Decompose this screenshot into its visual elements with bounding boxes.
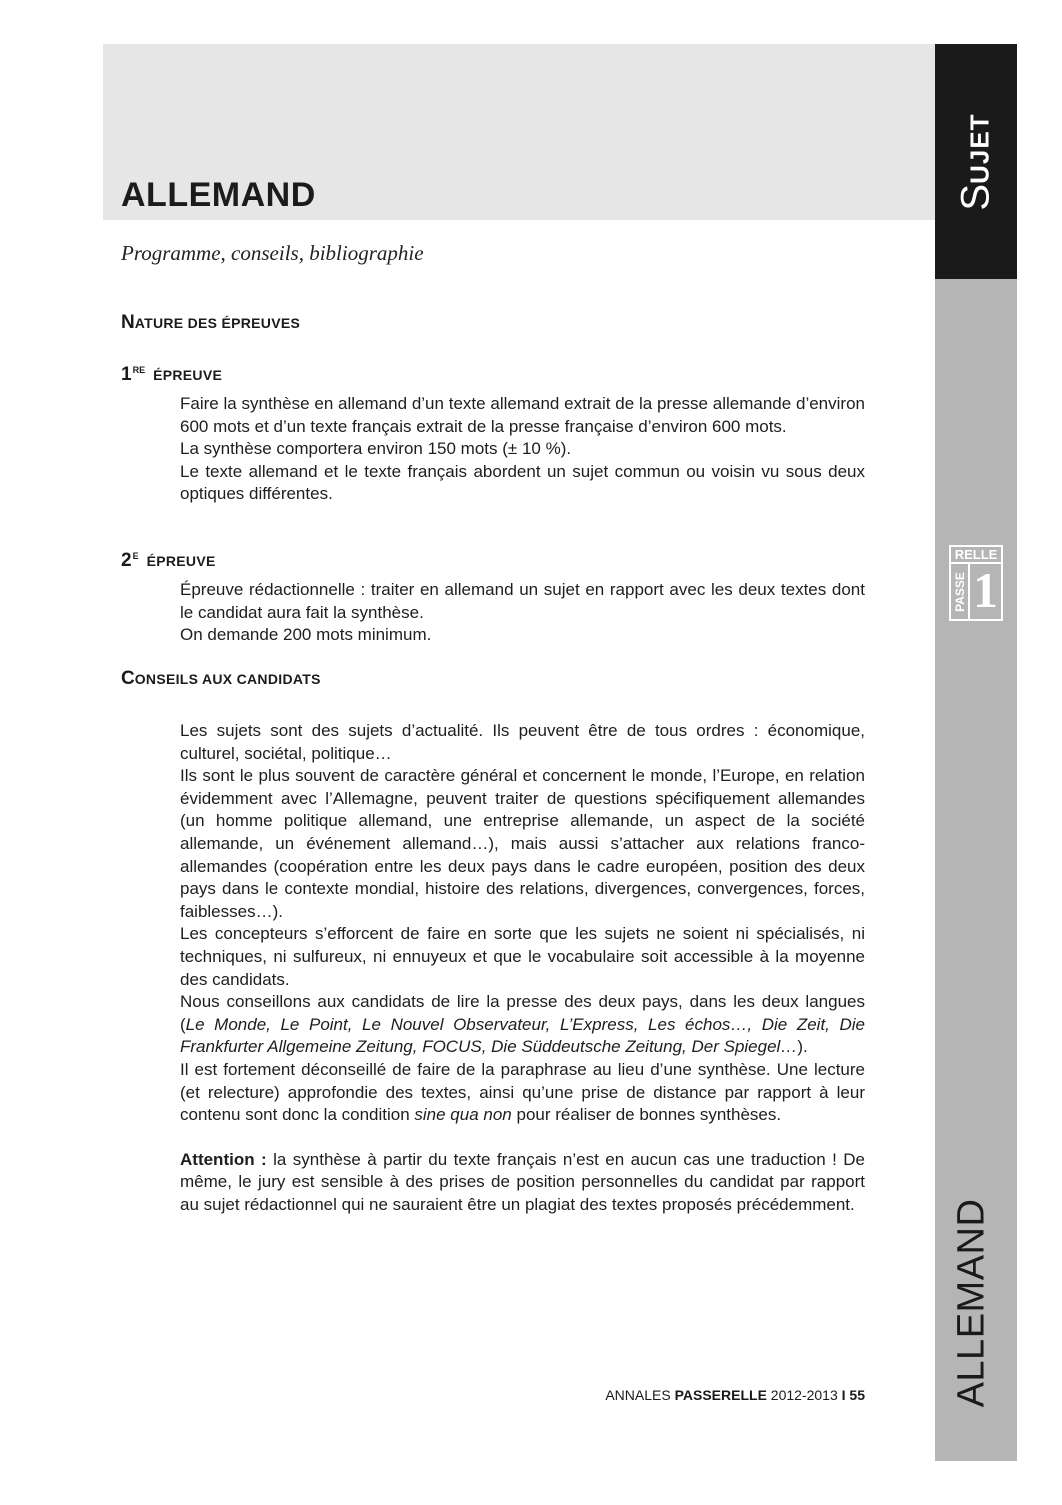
passerelle-logo <box>949 545 1003 621</box>
attention-label: Attention : <box>180 1149 267 1169</box>
epreuve-1-paragraph: Faire la synthèse en allemand d’un texte allemand extrait de la presse allemande d’environ 600 mots et d’un texte français extrait de la presse française d’environ 600 mots. <box>180 394 865 436</box>
sujet-initial: S <box>953 183 998 211</box>
logo-side-text: PASSE <box>952 571 967 612</box>
attention-paragraph <box>180 1149 865 1217</box>
epreuve-2-text <box>180 579 865 647</box>
epreuve-2-paragraph: On demande 200 mots minimum. <box>180 625 432 645</box>
footer-years: 2012-2013 <box>770 1387 838 1403</box>
heading-conseils-rest: ONSEILS AUX CANDIDATS <box>134 671 321 687</box>
press-titles: Le Monde, Le Point, Le Nouvel Observateur, L’Express, Les échos…, Die Zeit, Die Frankfurter Allgemeine Zeitung, FOCUS, Die Süddeutsche Zeitung, Der Spiegel… <box>180 1014 865 1057</box>
conseils-paragraph-press <box>180 991 865 1059</box>
epreuve-2-sup: E <box>132 551 139 561</box>
epreuve-1-number: 1 <box>121 364 132 385</box>
page-number: 55 <box>849 1387 865 1403</box>
epreuve-2-number: 2 <box>121 550 132 571</box>
page-footer <box>605 1387 865 1403</box>
sujet-rest: UJET <box>964 113 995 184</box>
attention-text: la synthèse à partir du texte français n’est en aucun cas une traduction ! De même, le jury est sensible à des prises de position personnelles du candidat par rapport au sujet rédactionnel qui ne sauraient être un plagiat des textes proposés précédemment. <box>180 1149 865 1214</box>
epreuve-1-sup: RE <box>132 365 146 375</box>
heading-epreuve-2 <box>121 550 216 572</box>
footer-annales: ANNALES <box>605 1387 671 1403</box>
conseils-paragraph: Ils sont le plus souvent de caractère général et concernent le monde, l’Europe, en relation évidemment avec l’Allemagne, peuvent traiter de questions spécifiquement allemandes (un homme politique allemand, une entreprise allemande, un aspect de la société allemande, un événement allemand…), mais aussi s’attacher aux relations franco-allemandes (coopération entre les deux pays dans le cadre européen, position des deux pays dans le contexte mondial, histoire des relations, divergences, convergences, forces, faiblesses…). <box>180 766 865 921</box>
epreuve-2-label: ÉPREUVE <box>146 553 216 569</box>
sine-qua-non: sine qua non <box>414 1105 512 1125</box>
press-text-start: Nous conseillons aux candidats de lire la presse des deux pays, dans les deux langues ( <box>180 992 865 1034</box>
sujet-label <box>954 113 999 210</box>
conseils-paragraph: Les concepteurs s’efforcent de faire en sorte que les sujets ne soient ni spécialisés, ni techniques, ni sulfureux, ni ennuyeux et que le vocabulaire soit accessible à la moyenne des candidats. <box>180 924 865 989</box>
logo-number: 1 <box>973 562 998 618</box>
press-text-end: ). <box>797 1037 808 1057</box>
heading-conseils <box>121 668 321 690</box>
paragraph-gap <box>180 1127 865 1149</box>
sidebar-subject-label: ALLEMAND <box>950 1198 993 1408</box>
footer-passerelle: PASSERELLE <box>674 1387 767 1403</box>
heading-nature-initial: N <box>121 312 135 333</box>
conseils-text <box>180 720 865 1216</box>
conseils-paragraph: Les sujets sont des sujets d’actualité. Ils peuvent être de tous ordres : économique, culturel, sociétal, politique… <box>180 721 865 763</box>
epreuve-2-paragraph: Épreuve rédactionnelle : traiter en allemand un sujet en rapport avec les deux textes dont le candidat aura fait la synthèse. <box>180 580 865 622</box>
epreuve-1-paragraph: Le texte allemand et le texte français abordent un sujet commun ou voisin vu sous deux optiques différentes. <box>180 461 865 504</box>
heading-nature <box>121 312 300 334</box>
heading-nature-rest: ATURE DES ÉPREUVES <box>134 315 301 331</box>
epreuve-1-text <box>180 393 865 506</box>
heading-conseils-initial: C <box>121 668 135 689</box>
paraphrase-text-end: pour réaliser de bonnes synthèses. <box>511 1105 782 1125</box>
epreuve-1-paragraph: La synthèse comportera environ 150 mots (± 10 %). <box>180 439 572 459</box>
page-subtitle: Programme, conseils, bibliographie <box>121 241 424 265</box>
footer-separator: I <box>841 1387 846 1403</box>
paraphrase-text-start: Il est fortement déconseillé de faire de la paraphrase au lieu d’une synthèse. Une lecture (et relecture) approfondie des textes, ainsi qu’une prise de distance par rapport à leur contenu sont donc la condition <box>180 1059 865 1125</box>
heading-epreuve-1 <box>121 364 222 386</box>
conseils-paragraph-paraphrase <box>180 1059 865 1127</box>
epreuve-1-label: ÉPREUVE <box>153 367 223 383</box>
logo-side-box <box>951 564 970 619</box>
page-title: ALLEMAND <box>121 176 316 214</box>
logo-top-text: RELLE <box>951 547 1001 564</box>
